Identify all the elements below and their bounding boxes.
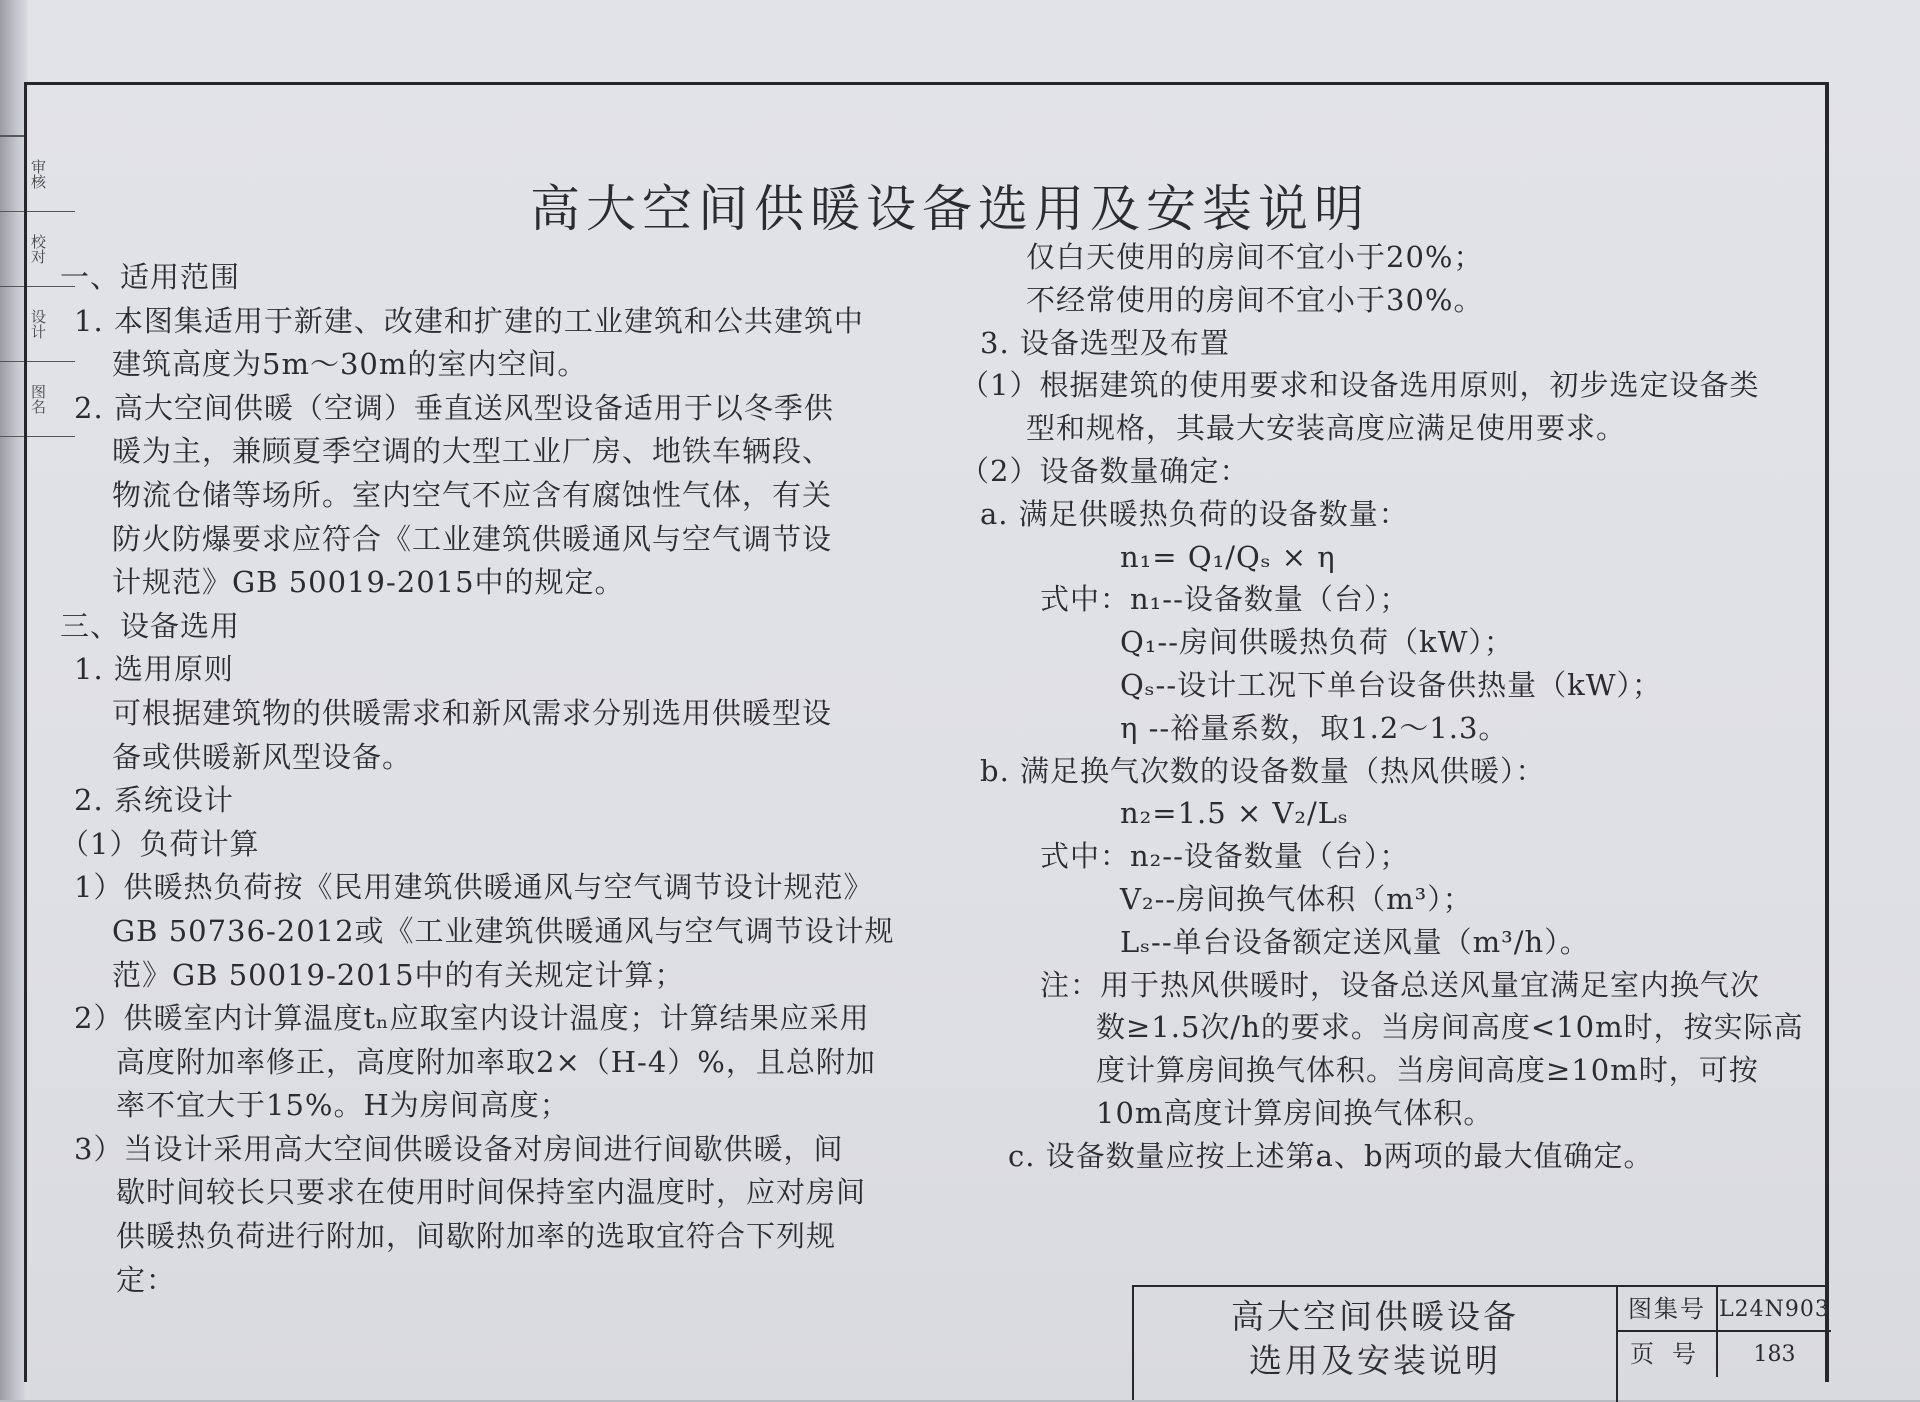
text-line: 物流仓储等场所。室内空气不应含有腐蚀性气体，有关 <box>112 477 833 512</box>
text-line: Q₁--房间供暖热负荷（kW）； <box>1120 625 1514 660</box>
text-line: 度计算房间换气体积。当房间高度≥10m时，可按 <box>1096 1053 1759 1088</box>
text-line: 计规范》GB 50019-2015中的规定。 <box>112 565 625 600</box>
signature-cell: 设计 <box>0 287 75 362</box>
text-line: 定： <box>116 1262 177 1297</box>
signature-cell: 图名 <box>0 362 75 437</box>
text-line: 防火防爆要求应符合《工业建筑供暖通风与空气调节设 <box>112 521 833 556</box>
text-line: 范》GB 50019-2015中的有关规定计算； <box>112 957 685 992</box>
signature-cell: 校对 <box>0 212 75 287</box>
text-line: 建筑高度为5m～30m的室内空间。 <box>112 347 588 382</box>
text-line: 10m高度计算房间换气体积。 <box>1096 1095 1494 1130</box>
left-text-column <box>60 256 900 1302</box>
text-line: 3. 设备选型及布置 <box>980 325 1230 360</box>
text-line: 率不宜大于15%。H为房间高度； <box>116 1088 570 1123</box>
text-line: η --裕量系数，取1.2～1.3。 <box>1120 710 1509 745</box>
text-line: 1. 选用原则 <box>74 652 234 687</box>
text-line: n₂=1.5 × V₂/Lₛ <box>1120 796 1349 831</box>
text-line: 式中：n₂--设备数量（台）； <box>1040 839 1410 874</box>
text-line: 供暖热负荷进行附加，间歇附加率的选取宜符合下列规 <box>116 1219 837 1254</box>
text-line: 注：用于热风供暖时，设备总送风量宜满足室内换气次 <box>1040 967 1761 1002</box>
text-line: 2. 系统设计 <box>74 783 234 818</box>
atlas-number-label: 图集号 <box>1618 1287 1718 1332</box>
signature-cell: 审核 <box>0 137 75 212</box>
text-line: 高度附加率修正，高度附加率取2×（H-4）%，且总附加 <box>116 1044 876 1079</box>
text-line: Lₛ--单台设备额定送风量（m³/h）。 <box>1120 924 1590 959</box>
text-line: 1. 本图集适用于新建、改建和扩建的工业建筑和公共建筑中 <box>74 303 864 338</box>
text-line: b. 满足换气次数的设备数量（热风供暖）： <box>980 753 1546 788</box>
drawing-name-line: 选用及安装说明 <box>1249 1341 1501 1380</box>
text-line: GB 50736-2012或《工业建筑供暖通风与空气调节设计规 <box>112 913 895 948</box>
page-number-value: 183 <box>1753 1342 1796 1367</box>
title-block <box>1132 1285 1829 1400</box>
text-line: 2）供暖室内计算温度tₙ应取室内设计温度；计算结果应采用 <box>74 1001 870 1036</box>
text-line: 三、设备选用 <box>60 608 241 643</box>
text-line: 1）供暖热负荷按《民用建筑供暖通风与空气调节设计规范》 <box>74 870 874 905</box>
text-line: （1）负荷计算 <box>60 826 260 861</box>
text-line: （1）根据建筑的使用要求和设备选用原则，初步选定设备类 <box>960 368 1760 403</box>
text-line: 型和规格，其最大安装高度应满足使用要求。 <box>1026 411 1627 446</box>
atlas-number-value: L24N903 <box>1718 1287 1831 1332</box>
text-line: 式中：n₁--设备数量（台）； <box>1040 582 1410 617</box>
text-line: 2. 高大空间供暖（空调）垂直送风型设备适用于以冬季供 <box>74 390 834 425</box>
text-line: 暖为主，兼顾夏季空调的大型工业厂房、地铁车辆段、 <box>112 434 833 469</box>
text-line: a. 满足供暖热负荷的设备数量： <box>980 496 1409 531</box>
text-line: （2）设备数量确定： <box>960 453 1250 488</box>
text-line: n₁= Q₁/Qₛ × η <box>1120 539 1336 574</box>
title-block-drawing-name <box>1134 1287 1618 1402</box>
text-line: 仅白天使用的房间不宜小于20%； <box>1026 240 1484 274</box>
text-line: 可根据建筑物的供暖需求和新风需求分别选用供暖型设 <box>112 695 833 730</box>
text-line: c. 设备数量应按上述第a、b两项的最大值确定。 <box>1008 1138 1654 1173</box>
text-line: Qₛ--设计工况下单台设备供热量（kW）； <box>1120 667 1663 702</box>
right-text-column <box>960 236 1810 1178</box>
text-line: 数≥1.5次/h的要求。当房间高度<10m时，按实际高 <box>1096 1010 1804 1045</box>
text-line: 不经常使用的房间不宜小于30%。 <box>1026 282 1484 317</box>
drawing-name-line: 高大空间供暖设备 <box>1231 1297 1519 1336</box>
page-title: 高大空间供暖设备选用及安装说明 <box>530 179 1370 238</box>
text-line: 备或供暖新风型设备。 <box>112 739 413 774</box>
text-line: V₂--房间换气体积（m³）； <box>1120 881 1473 916</box>
text-line: 一、适用范围 <box>60 260 241 294</box>
text-line: 歇时间较长只要求在使用时间保持室内温度时，应对房间 <box>116 1175 867 1210</box>
page-number-label: 页号 <box>1618 1332 1718 1377</box>
text-line: 3）当设计采用高大空间供暖设备对房间进行间歇供暖，间 <box>74 1131 844 1166</box>
